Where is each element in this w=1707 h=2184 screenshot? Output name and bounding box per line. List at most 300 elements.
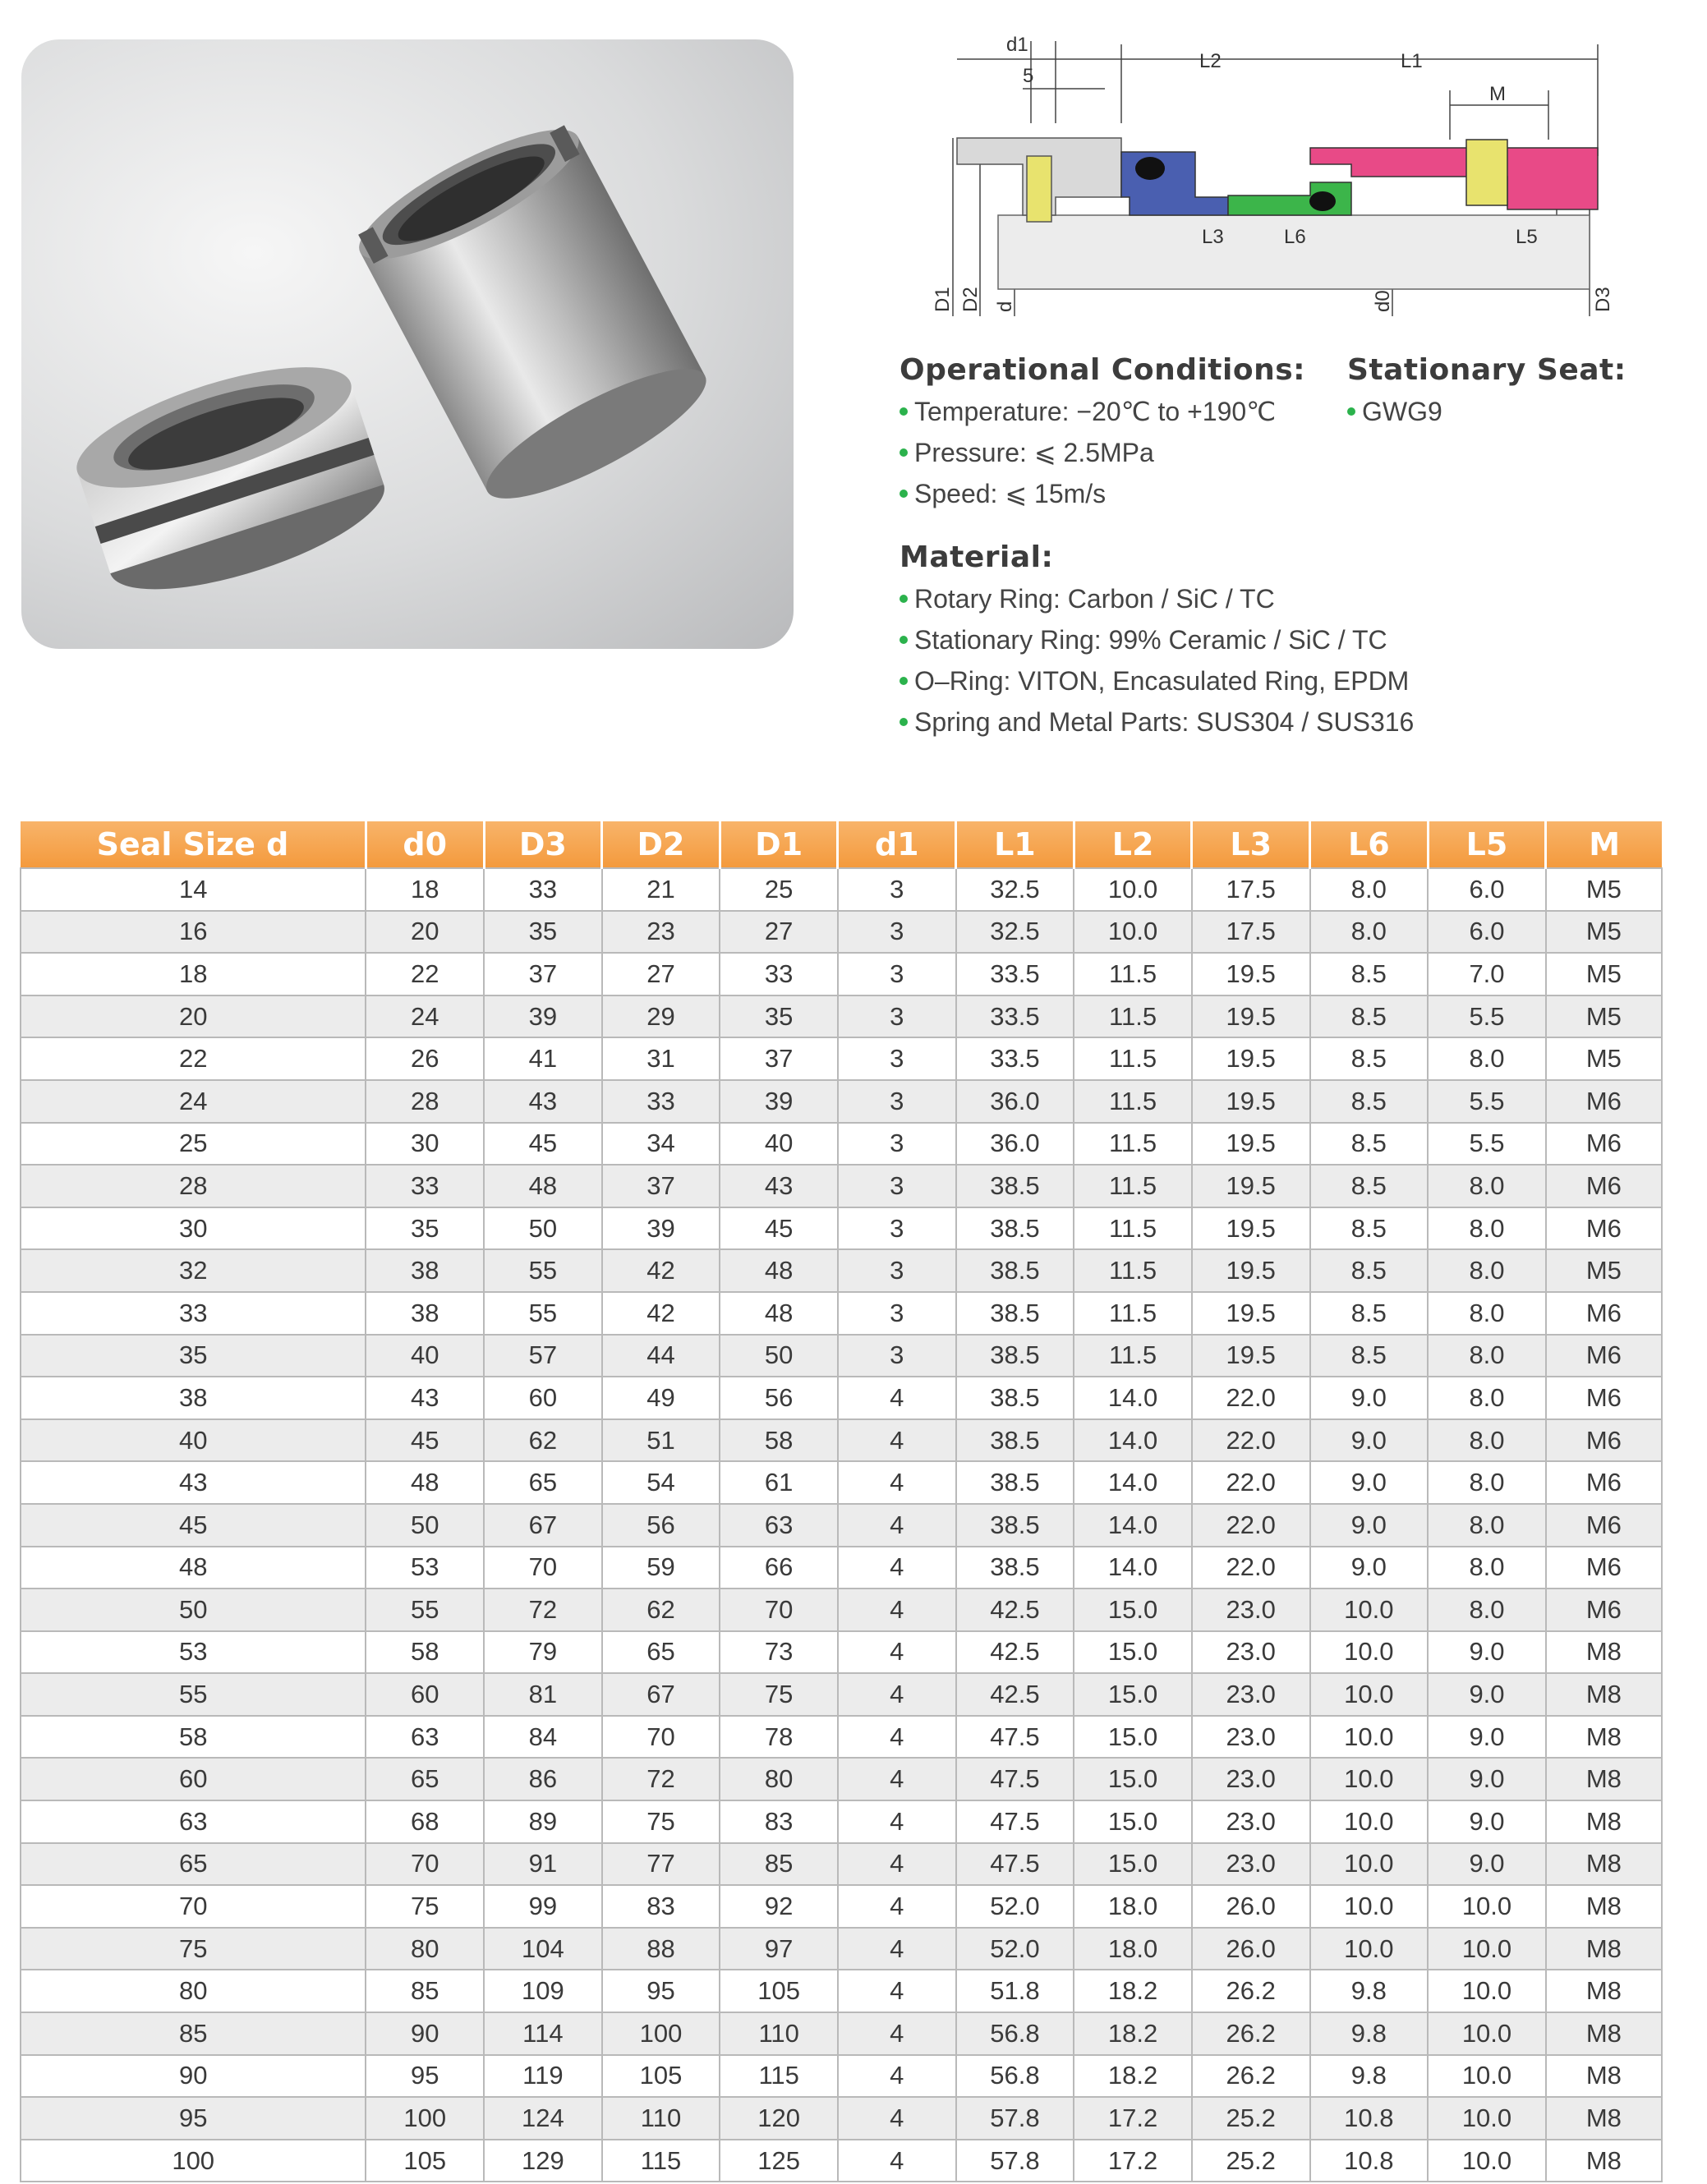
table-cell: M8	[1546, 1928, 1662, 1970]
table-cell: 15.0	[1074, 1589, 1192, 1631]
label-l5: L5	[1516, 226, 1538, 248]
list-item: Stationary Ring: 99% Ceramic / SiC / TC	[900, 619, 1414, 660]
table-cell: 78	[720, 1716, 838, 1759]
table-cell: 11.5	[1074, 1249, 1192, 1292]
bullet-icon	[900, 448, 908, 457]
table-cell: 63	[366, 1716, 484, 1759]
table-cell: 35	[484, 911, 602, 954]
table-cell: M8	[1546, 1885, 1662, 1928]
specifications	[900, 353, 1663, 764]
table-cell: 32.5	[956, 911, 1074, 954]
table-cell: 8.0	[1428, 1037, 1546, 1080]
table-cell: 95	[602, 1970, 720, 2012]
table-row	[21, 1758, 1662, 1800]
table-cell: 10.0	[1428, 2140, 1546, 2182]
table-cell: 8.0	[1428, 1292, 1546, 1335]
table-cell: 86	[484, 1758, 602, 1800]
table-cell: 6.0	[1428, 911, 1546, 954]
label-l6: L6	[1284, 226, 1306, 248]
table-cell: 25.2	[1192, 2140, 1310, 2182]
table-cell: 3	[838, 1123, 956, 1166]
table-cell: M5	[1546, 995, 1662, 1038]
dimension-table-grid	[20, 821, 1663, 2182]
table-row	[21, 1504, 1662, 1547]
table-cell: 18.0	[1074, 1885, 1192, 1928]
table-cell: 41	[484, 1037, 602, 1080]
table-cell: 105	[366, 2140, 484, 2182]
table-cell: M8	[1546, 2055, 1662, 2098]
table-cell: 43	[484, 1080, 602, 1123]
table-cell: 48	[484, 1165, 602, 1207]
table-cell: 14.0	[1074, 1419, 1192, 1462]
table-cell: 15.0	[1074, 1673, 1192, 1716]
table-row	[21, 1970, 1662, 2012]
table-cell: 21	[602, 868, 720, 911]
table-cell: 70	[484, 1547, 602, 1589]
table-cell: 4	[838, 1716, 956, 1759]
table-cell: 125	[720, 2140, 838, 2182]
table-cell: 4	[838, 1504, 956, 1547]
table-row	[21, 1673, 1662, 1716]
material-list	[900, 578, 1414, 743]
table-cell: 10.0	[1310, 1800, 1429, 1843]
table-cell: 10.8	[1310, 2140, 1429, 2182]
table-cell: 8.5	[1310, 953, 1429, 995]
table-cell: 18	[21, 953, 366, 995]
table-cell: 39	[602, 1207, 720, 1250]
table-cell: M5	[1546, 1249, 1662, 1292]
table-cell: 90	[21, 2055, 366, 2098]
table-cell: M5	[1546, 911, 1662, 954]
table-cell: 62	[602, 1589, 720, 1631]
table-cell: 8.5	[1310, 1335, 1429, 1377]
table-cell: 17.2	[1074, 2140, 1192, 2182]
label-D3: D3	[1592, 287, 1614, 312]
table-cell: 85	[366, 1970, 484, 2012]
table-cell: 38.5	[956, 1547, 1074, 1589]
table-cell: 73	[720, 1631, 838, 1674]
table-cell: 55	[484, 1292, 602, 1335]
table-row	[21, 1419, 1662, 1462]
table-cell: 14	[21, 868, 366, 911]
table-cell: 33	[602, 1080, 720, 1123]
table-cell: 52.0	[956, 1928, 1074, 1970]
table-cell: M6	[1546, 1377, 1662, 1419]
table-cell: 4	[838, 2140, 956, 2182]
table-cell: 100	[21, 2140, 366, 2182]
table-cell: 51	[602, 1419, 720, 1462]
table-row	[21, 1335, 1662, 1377]
table-cell: 33.5	[956, 953, 1074, 995]
table-row	[21, 911, 1662, 954]
table-row	[21, 1547, 1662, 1589]
table-cell: 9.0	[1310, 1504, 1429, 1547]
table-cell: 3	[838, 1335, 956, 1377]
table-cell: 83	[602, 1885, 720, 1928]
table-cell: 30	[366, 1123, 484, 1166]
bullet-icon	[1347, 407, 1355, 416]
table-cell: 3	[838, 1292, 956, 1335]
table-cell: M8	[1546, 1758, 1662, 1800]
table-cell: 24	[366, 995, 484, 1038]
table-row	[21, 2140, 1662, 2182]
table-cell: M6	[1546, 1589, 1662, 1631]
table-cell: 51.8	[956, 1970, 1074, 2012]
table-cell: 8.5	[1310, 1165, 1429, 1207]
table-cell: 10.0	[1428, 2012, 1546, 2055]
table-cell: 25	[720, 868, 838, 911]
table-cell: 119	[484, 2055, 602, 2098]
table-body	[21, 868, 1662, 2182]
rotary-ring	[1121, 152, 1228, 215]
table-cell: 23.0	[1192, 1758, 1310, 1800]
table-cell: 58	[366, 1631, 484, 1674]
table-cell: 8.0	[1428, 1461, 1546, 1504]
table-cell: 109	[484, 1970, 602, 2012]
table-cell: 29	[602, 995, 720, 1038]
table-cell: 95	[21, 2097, 366, 2140]
table-row	[21, 1037, 1662, 1080]
table-cell: 40	[366, 1335, 484, 1377]
table-cell: 17.5	[1192, 911, 1310, 954]
table-cell: 4	[838, 1970, 956, 2012]
table-cell: 4	[838, 2055, 956, 2098]
table-cell: 84	[484, 1716, 602, 1759]
table-cell: 4	[838, 1843, 956, 1886]
table-row	[21, 1589, 1662, 1631]
table-cell: 10.0	[1428, 1885, 1546, 1928]
table-cell: 50	[366, 1504, 484, 1547]
table-cell: 59	[602, 1547, 720, 1589]
stationary-seat-title: Stationary Seat:	[1347, 353, 1626, 387]
table-cell: 115	[720, 2055, 838, 2098]
table-cell: 97	[720, 1928, 838, 1970]
table-cell: M6	[1546, 1080, 1662, 1123]
table-cell: 120	[720, 2097, 838, 2140]
table-cell: 55	[21, 1673, 366, 1716]
table-cell: 6.0	[1428, 868, 1546, 911]
table-cell: 47.5	[956, 1800, 1074, 1843]
seal-product-illustration	[21, 39, 794, 649]
table-cell: 20	[366, 911, 484, 954]
list-item: GWG9	[1347, 391, 1442, 432]
product-photo	[21, 39, 794, 649]
table-cell: 19.5	[1192, 953, 1310, 995]
table-cell: 60	[484, 1377, 602, 1419]
list-item: O–Ring: VITON, Encasulated Ring, EPDM	[900, 660, 1414, 701]
table-cell: 4	[838, 1758, 956, 1800]
table-cell: 38.5	[956, 1335, 1074, 1377]
table-cell: 37	[720, 1037, 838, 1080]
table-cell: 8.0	[1428, 1165, 1546, 1207]
table-cell: 99	[484, 1885, 602, 1928]
table-cell: 25.2	[1192, 2097, 1310, 2140]
list-item: Rotary Ring: Carbon / SiC / TC	[900, 578, 1414, 619]
table-cell: 3	[838, 1037, 956, 1080]
table-cell: 23.0	[1192, 1716, 1310, 1759]
table-cell: 26.0	[1192, 1928, 1310, 1970]
column-header: D2	[602, 821, 720, 868]
dimension-table	[20, 821, 1663, 2182]
table-cell: M8	[1546, 1716, 1662, 1759]
table-cell: 10.0	[1310, 1843, 1429, 1886]
table-cell: 8.5	[1310, 1080, 1429, 1123]
table-row	[21, 1716, 1662, 1759]
table-cell: 15.0	[1074, 1843, 1192, 1886]
table-cell: M8	[1546, 1843, 1662, 1886]
table-cell: 14.0	[1074, 1547, 1192, 1589]
column-header: L6	[1310, 821, 1429, 868]
table-cell: 36.0	[956, 1123, 1074, 1166]
table-cell: 50	[720, 1335, 838, 1377]
table-cell: 52.0	[956, 1885, 1074, 1928]
table-cell: 53	[21, 1631, 366, 1674]
table-cell: 75	[21, 1928, 366, 1970]
table-cell: 10.8	[1310, 2097, 1429, 2140]
table-cell: 114	[484, 2012, 602, 2055]
material-title: Material:	[900, 540, 1054, 574]
table-cell: 90	[366, 2012, 484, 2055]
table-cell: 10.0	[1310, 1928, 1429, 1970]
table-cell: 50	[21, 1589, 366, 1631]
table-cell: M5	[1546, 953, 1662, 995]
table-cell: 38	[366, 1292, 484, 1335]
column-header: D1	[720, 821, 838, 868]
table-cell: M6	[1546, 1292, 1662, 1335]
table-cell: 38	[366, 1249, 484, 1292]
table-cell: 42	[602, 1249, 720, 1292]
table-cell: 10.0	[1428, 1970, 1546, 2012]
table-cell: 85	[720, 1843, 838, 1886]
table-cell: 8.0	[1428, 1207, 1546, 1250]
table-cell: 79	[484, 1631, 602, 1674]
table-cell: 100	[366, 2097, 484, 2140]
table-row	[21, 1377, 1662, 1419]
table-cell: 16	[21, 911, 366, 954]
table-cell: 11.5	[1074, 995, 1192, 1038]
table-cell: 58	[720, 1419, 838, 1462]
table-cell: 3	[838, 1165, 956, 1207]
drive-collar	[1310, 148, 1598, 209]
table-cell: 11.5	[1074, 1335, 1192, 1377]
table-cell: 15.0	[1074, 1716, 1192, 1759]
table-row	[21, 1800, 1662, 1843]
table-cell: 10.0	[1428, 2055, 1546, 2098]
table-cell: M8	[1546, 1631, 1662, 1674]
column-header: d1	[838, 821, 956, 868]
table-cell: 23.0	[1192, 1843, 1310, 1886]
label-d1: d1	[1006, 34, 1028, 56]
table-row	[21, 2055, 1662, 2098]
table-cell: 65	[21, 1843, 366, 1886]
table-cell: 89	[484, 1800, 602, 1843]
table-cell: 17.5	[1192, 868, 1310, 911]
table-cell: 35	[720, 995, 838, 1038]
table-cell: 91	[484, 1843, 602, 1886]
table-cell: 26.2	[1192, 1970, 1310, 2012]
table-cell: 19.5	[1192, 1207, 1310, 1250]
table-cell: 32.5	[956, 868, 1074, 911]
table-cell: 4	[838, 2097, 956, 2140]
table-cell: 38	[21, 1377, 366, 1419]
table-cell: 3	[838, 1080, 956, 1123]
table-cell: 4	[838, 1800, 956, 1843]
table-cell: 60	[21, 1758, 366, 1800]
table-row	[21, 953, 1662, 995]
column-header: D3	[484, 821, 602, 868]
table-cell: 18.2	[1074, 2055, 1192, 2098]
table-row	[21, 1928, 1662, 1970]
table-cell: 30	[21, 1207, 366, 1250]
table-cell: 3	[838, 868, 956, 911]
table-cell: 25	[21, 1123, 366, 1166]
table-cell: 75	[602, 1800, 720, 1843]
table-cell: 124	[484, 2097, 602, 2140]
table-cell: 14.0	[1074, 1461, 1192, 1504]
table-cell: 8.0	[1428, 1249, 1546, 1292]
table-cell: 9.0	[1428, 1758, 1546, 1800]
table-cell: 18.2	[1074, 1970, 1192, 2012]
table-cell: 33	[21, 1292, 366, 1335]
label-l2: L2	[1199, 50, 1222, 72]
table-cell: 58	[21, 1716, 366, 1759]
table-cell: 8.5	[1310, 1037, 1429, 1080]
bullet-icon	[900, 718, 908, 726]
table-cell: 4	[838, 2012, 956, 2055]
table-cell: 9.8	[1310, 1970, 1429, 2012]
table-cell: 38.5	[956, 1419, 1074, 1462]
table-cell: 53	[366, 1547, 484, 1589]
table-cell: M6	[1546, 1547, 1662, 1589]
table-cell: 60	[366, 1673, 484, 1716]
table-cell: 9.8	[1310, 2012, 1429, 2055]
table-row	[21, 995, 1662, 1038]
table-cell: 26.2	[1192, 2012, 1310, 2055]
table-cell: 110	[602, 2097, 720, 2140]
table-cell: 22.0	[1192, 1547, 1310, 1589]
table-cell: M6	[1546, 1419, 1662, 1462]
table-cell: 15.0	[1074, 1758, 1192, 1800]
table-cell: 33	[720, 953, 838, 995]
table-row	[21, 1165, 1662, 1207]
table-cell: 55	[366, 1589, 484, 1631]
table-cell: 23.0	[1192, 1631, 1310, 1674]
table-cell: 39	[484, 995, 602, 1038]
table-cell: 77	[602, 1843, 720, 1886]
table-cell: 17.2	[1074, 2097, 1192, 2140]
table-cell: 19.5	[1192, 1123, 1310, 1166]
table-cell: 8.5	[1310, 1292, 1429, 1335]
table-cell: 10.0	[1310, 1885, 1429, 1928]
table-cell: 22.0	[1192, 1419, 1310, 1462]
list-item: Spring and Metal Parts: SUS304 / SUS316	[900, 701, 1414, 743]
table-cell: M8	[1546, 2097, 1662, 2140]
table-cell: 4	[838, 1885, 956, 1928]
table-cell: 7.0	[1428, 953, 1546, 995]
bullet-icon	[900, 407, 908, 416]
table-cell: M5	[1546, 868, 1662, 911]
table-cell: 56	[602, 1504, 720, 1547]
table-cell: 19.5	[1192, 1165, 1310, 1207]
table-cell: 9.0	[1428, 1716, 1546, 1759]
table-cell: M6	[1546, 1123, 1662, 1166]
table-cell: 8.0	[1428, 1504, 1546, 1547]
bullet-icon	[900, 677, 908, 685]
table-cell: 35	[366, 1207, 484, 1250]
table-row	[21, 1123, 1662, 1166]
table-cell: 5.5	[1428, 1123, 1546, 1166]
table-row	[21, 1292, 1662, 1335]
table-cell: 19.5	[1192, 1037, 1310, 1080]
table-cell: 48	[21, 1547, 366, 1589]
table-cell: 38.5	[956, 1207, 1074, 1250]
table-cell: 33	[484, 868, 602, 911]
table-cell: 37	[602, 1165, 720, 1207]
table-cell: 47.5	[956, 1843, 1074, 1886]
table-cell: 70	[720, 1589, 838, 1631]
table-cell: 19.5	[1192, 1292, 1310, 1335]
table-cell: 3	[838, 1249, 956, 1292]
table-cell: 9.0	[1310, 1461, 1429, 1504]
table-cell: 56.8	[956, 2012, 1074, 2055]
table-cell: 62	[484, 1419, 602, 1462]
table-cell: 72	[602, 1758, 720, 1800]
label-d0: d0	[1372, 290, 1394, 312]
table-cell: 3	[838, 911, 956, 954]
table-cell: 4	[838, 1461, 956, 1504]
table-cell: 27	[720, 911, 838, 954]
table-cell: 38.5	[956, 1377, 1074, 1419]
label-D1: D1	[932, 287, 954, 312]
label-5: 5	[1023, 65, 1034, 87]
table-cell: M6	[1546, 1207, 1662, 1250]
table-cell: 11.5	[1074, 1207, 1192, 1250]
label-d: d	[994, 301, 1016, 312]
table-cell: 9.0	[1428, 1673, 1546, 1716]
table-cell: M8	[1546, 2140, 1662, 2182]
table-row	[21, 1843, 1662, 1886]
table-cell: 10.0	[1074, 911, 1192, 954]
table-cell: 22	[21, 1037, 366, 1080]
table-cell: 9.0	[1428, 1631, 1546, 1674]
table-cell: 42.5	[956, 1673, 1074, 1716]
table-cell: 10.0	[1074, 868, 1192, 911]
table-cell: 15.0	[1074, 1631, 1192, 1674]
table-cell: 45	[484, 1123, 602, 1166]
table-cell: M8	[1546, 2012, 1662, 2055]
table-cell: 36.0	[956, 1080, 1074, 1123]
table-cell: 48	[720, 1292, 838, 1335]
table-cell: 65	[602, 1631, 720, 1674]
table-cell: 14.0	[1074, 1504, 1192, 1547]
table-cell: 42.5	[956, 1589, 1074, 1631]
table-cell: 105	[602, 2055, 720, 2098]
table-cell: 8.0	[1428, 1589, 1546, 1631]
table-cell: 47.5	[956, 1758, 1074, 1800]
table-cell: 34	[602, 1123, 720, 1166]
table-cell: 27	[602, 953, 720, 995]
table-cell: 23.0	[1192, 1589, 1310, 1631]
table-cell: 9.0	[1428, 1843, 1546, 1886]
table-cell: 20	[21, 995, 366, 1038]
stationary-seat	[1027, 156, 1051, 222]
set-screw	[1466, 140, 1507, 205]
table-cell: 80	[366, 1928, 484, 1970]
table-cell: 61	[720, 1461, 838, 1504]
table-cell: 66	[720, 1547, 838, 1589]
table-cell: 88	[602, 1928, 720, 1970]
table-cell: 8.5	[1310, 1207, 1429, 1250]
